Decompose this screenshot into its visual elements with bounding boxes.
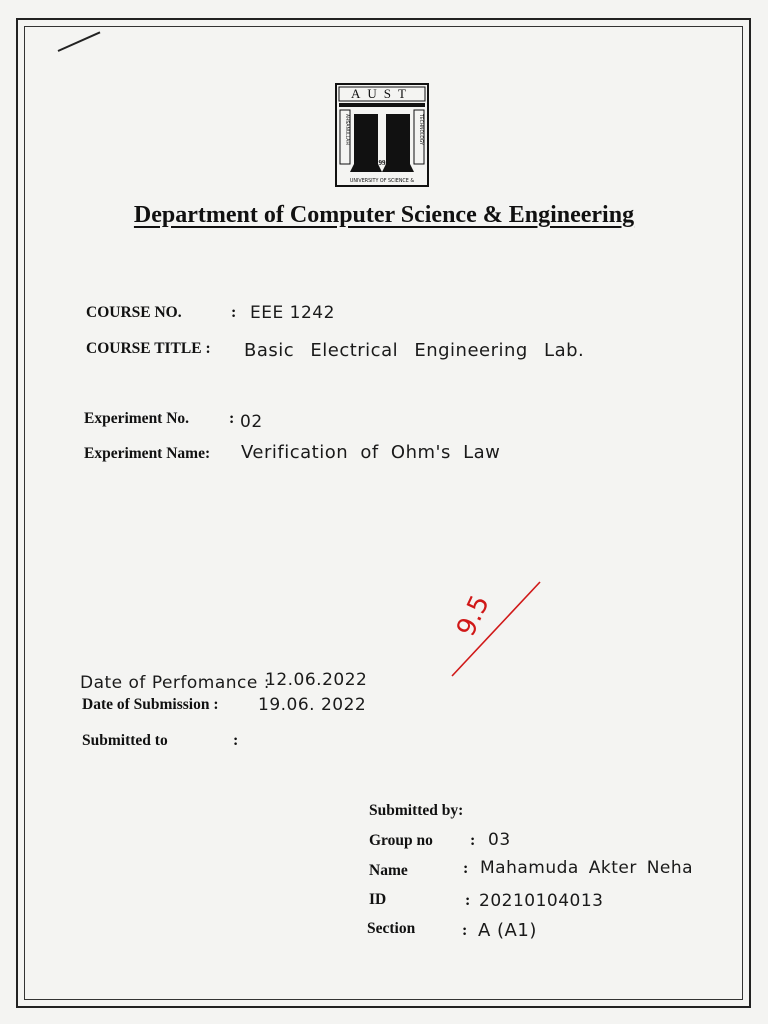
logo-year: 1995 <box>375 159 389 167</box>
submitted-to-colon: : <box>233 732 239 749</box>
aust-logo <box>334 82 430 188</box>
logo-bottom-text: UNIVERSITY OF SCIENCE & <box>349 179 415 184</box>
name-value: Mahamuda Akter Neha <box>480 858 694 878</box>
course-title-value: Basic Electrical Engineering Lab. <box>244 340 585 361</box>
id-colon: : <box>465 892 471 909</box>
performance-date-label: Date of Perfomance : <box>80 673 270 693</box>
section-value: A (A1) <box>478 920 537 941</box>
logo-aust-text: AUST <box>351 86 413 101</box>
submitted-by-heading: Submitted by: <box>369 802 464 819</box>
department-title: Department of Computer Science & Engineering <box>133 202 635 228</box>
submission-date-value: 19.06. 2022 <box>258 695 367 715</box>
experiment-name-label: Experiment Name: <box>84 445 211 462</box>
id-label: ID <box>369 891 387 908</box>
experiment-name-value: Verification of Ohm's Law <box>241 442 501 463</box>
section-label: Section <box>367 920 416 937</box>
experiment-no-colon: : <box>229 410 235 427</box>
group-no-label: Group no <box>369 832 433 849</box>
course-no-colon: : <box>231 304 237 321</box>
section-colon: : <box>462 922 468 939</box>
experiment-no-value: 02 <box>240 412 263 432</box>
course-no-value: EEE 1242 <box>250 303 335 323</box>
course-title-label: COURSE TITLE : <box>86 340 211 357</box>
grade-value: 9.5 <box>451 590 496 641</box>
submitted-to-label: Submitted to <box>82 732 168 749</box>
experiment-no-label: Experiment No. <box>84 410 190 427</box>
logo-right-text: TECHNOLOGY <box>418 114 423 145</box>
id-value: 20210104013 <box>479 891 604 911</box>
submission-date-label: Date of Submission : <box>82 696 219 713</box>
grade-mark <box>450 580 550 680</box>
logo-left-text: AHSANULLAH <box>344 114 349 145</box>
name-colon: : <box>463 860 469 877</box>
performance-date-value: 12.06.2022 <box>265 670 368 690</box>
name-label: Name <box>369 862 408 879</box>
course-no-label: COURSE NO. <box>86 304 182 321</box>
group-no-value: 03 <box>488 830 511 850</box>
group-no-colon: : <box>470 832 476 849</box>
